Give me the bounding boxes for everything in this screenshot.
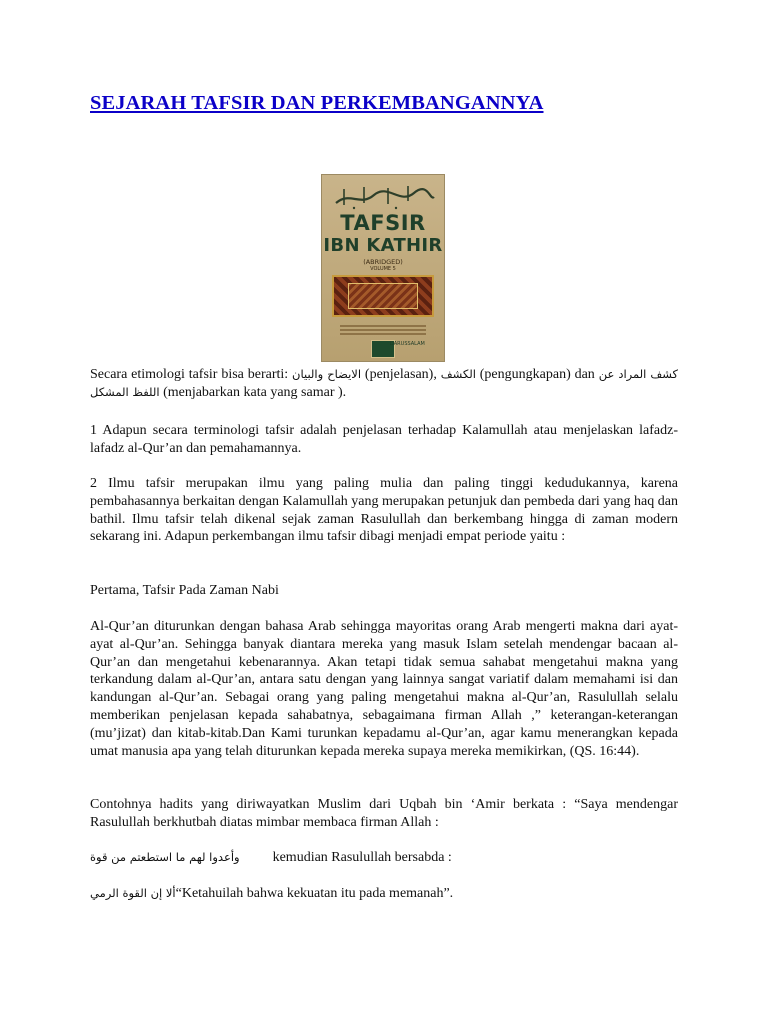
paragraph-terminology: 1 Adapun secara terminologi tafsir adalah penjelasan terhadap Kalamullah atau menjelaskan lafadz-lafadz al-Qur’an dan pemahamannya. xyxy=(90,423,678,456)
cover-subtitle: (ABRIDGED) xyxy=(363,258,403,266)
verse-followup-text: kemudian Rasulullah bersabda : xyxy=(272,850,452,865)
cover-title-line2: IBN KATHIR xyxy=(323,235,443,256)
arabic-hadith: ألا إن القوة الرمي xyxy=(90,886,176,900)
hadith-translation: “Ketahuilah bahwa kekuatan itu pada memanah”. xyxy=(175,886,454,901)
paragraph-al-quran: Al-Qur’an diturunkan dengan bahasa Arab sehingga mayoritas orang Arab mengerti makna dari ayat-ayat al-Qur’an. Sehingga banyak diantara mereka yang masuk Islam setelah mendengar bacaan al-Qur’an dan mengetahui kebenarannya. Akan tetapi tidak semua sahabat mengetahui makna yang terkandung dalam al-Qur’an, antara satu dengan yang lainnya sangat variatif dalam memahami isi dan kandungan al-Qur’an. Sebagai orang yang paling mengetahui makna al-Qur’an, Rasulullah selalu memberikan penjelasan kepada sahabatnya, sebagaimana firman Allah ,” keterangan-keterangan (mu’jizat) dan kitab-kitab.Dan Kami turunkan kepadamu al-Qur’an, agar kamu menerangkan kepada umat manusia apa yang telah diturunkan kepada mereka supaya mereka memikirkan, (QS. 16:44). xyxy=(90,619,678,759)
quote-verse-line xyxy=(90,850,452,866)
cover-title-line1: TAFSIR xyxy=(340,211,426,235)
section-heading-tafsir-zaman-nabi: Pertama, Tafsir Pada Zaman Nabi xyxy=(90,583,279,598)
quote-hadith-line xyxy=(90,886,453,902)
paragraph-etymology: Secara etimologi tafsir bisa berarti: الايضاح والبيان (penjelasan), الكشف (pengungkapan) dan كشف المراد عن اللفظ المشكل (menjabarkan kata yang samar ). xyxy=(90,367,678,400)
arabic-term: الايضاح والبيان xyxy=(292,367,362,381)
arabic-verse: وأعدوا لهم ما استطعتم من قوة xyxy=(90,850,240,864)
cover-volume: VOLUME 5 xyxy=(370,266,396,272)
cover-publisher: DARUSSALAM xyxy=(390,341,425,347)
arabic-term: كشف المراد عن اللفظ المشكل xyxy=(90,367,678,399)
paragraph-contoh-hadits: Contohnya hadits yang diriwayatkan Muslim dari Uqbah bin ‘Amir berkata : “Saya mendengar Rasulullah berkhutbah diatas mimbar membaca firman Allah : xyxy=(90,797,678,830)
book-cover-image xyxy=(321,174,445,362)
page-title[interactable]: SEJARAH TAFSIR DAN PERKEMBANGANNYA xyxy=(90,92,544,114)
paragraph-ilmu-tafsir: 2 Ilmu tafsir merupakan ilmu yang paling mulia dan paling tinggi kedudukannya, karena pembahasannya berkaitan dengan Kalamullah yang merupakan petunjuk dan pembeda dari yang haq dan bathil. Ilmu tafsir telah dikenal sejak zaman Rasulullah dan berkembang hingga di zaman modern sekarang ini. Adapun perkembangan ilmu tafsir dibagi menjadi empat periode yaitu : xyxy=(90,476,678,545)
ornament-panel xyxy=(332,275,434,317)
calligraphy-emblem xyxy=(330,181,438,211)
cover-fine-print xyxy=(334,323,432,337)
arabic-term: الكشف xyxy=(440,367,476,381)
